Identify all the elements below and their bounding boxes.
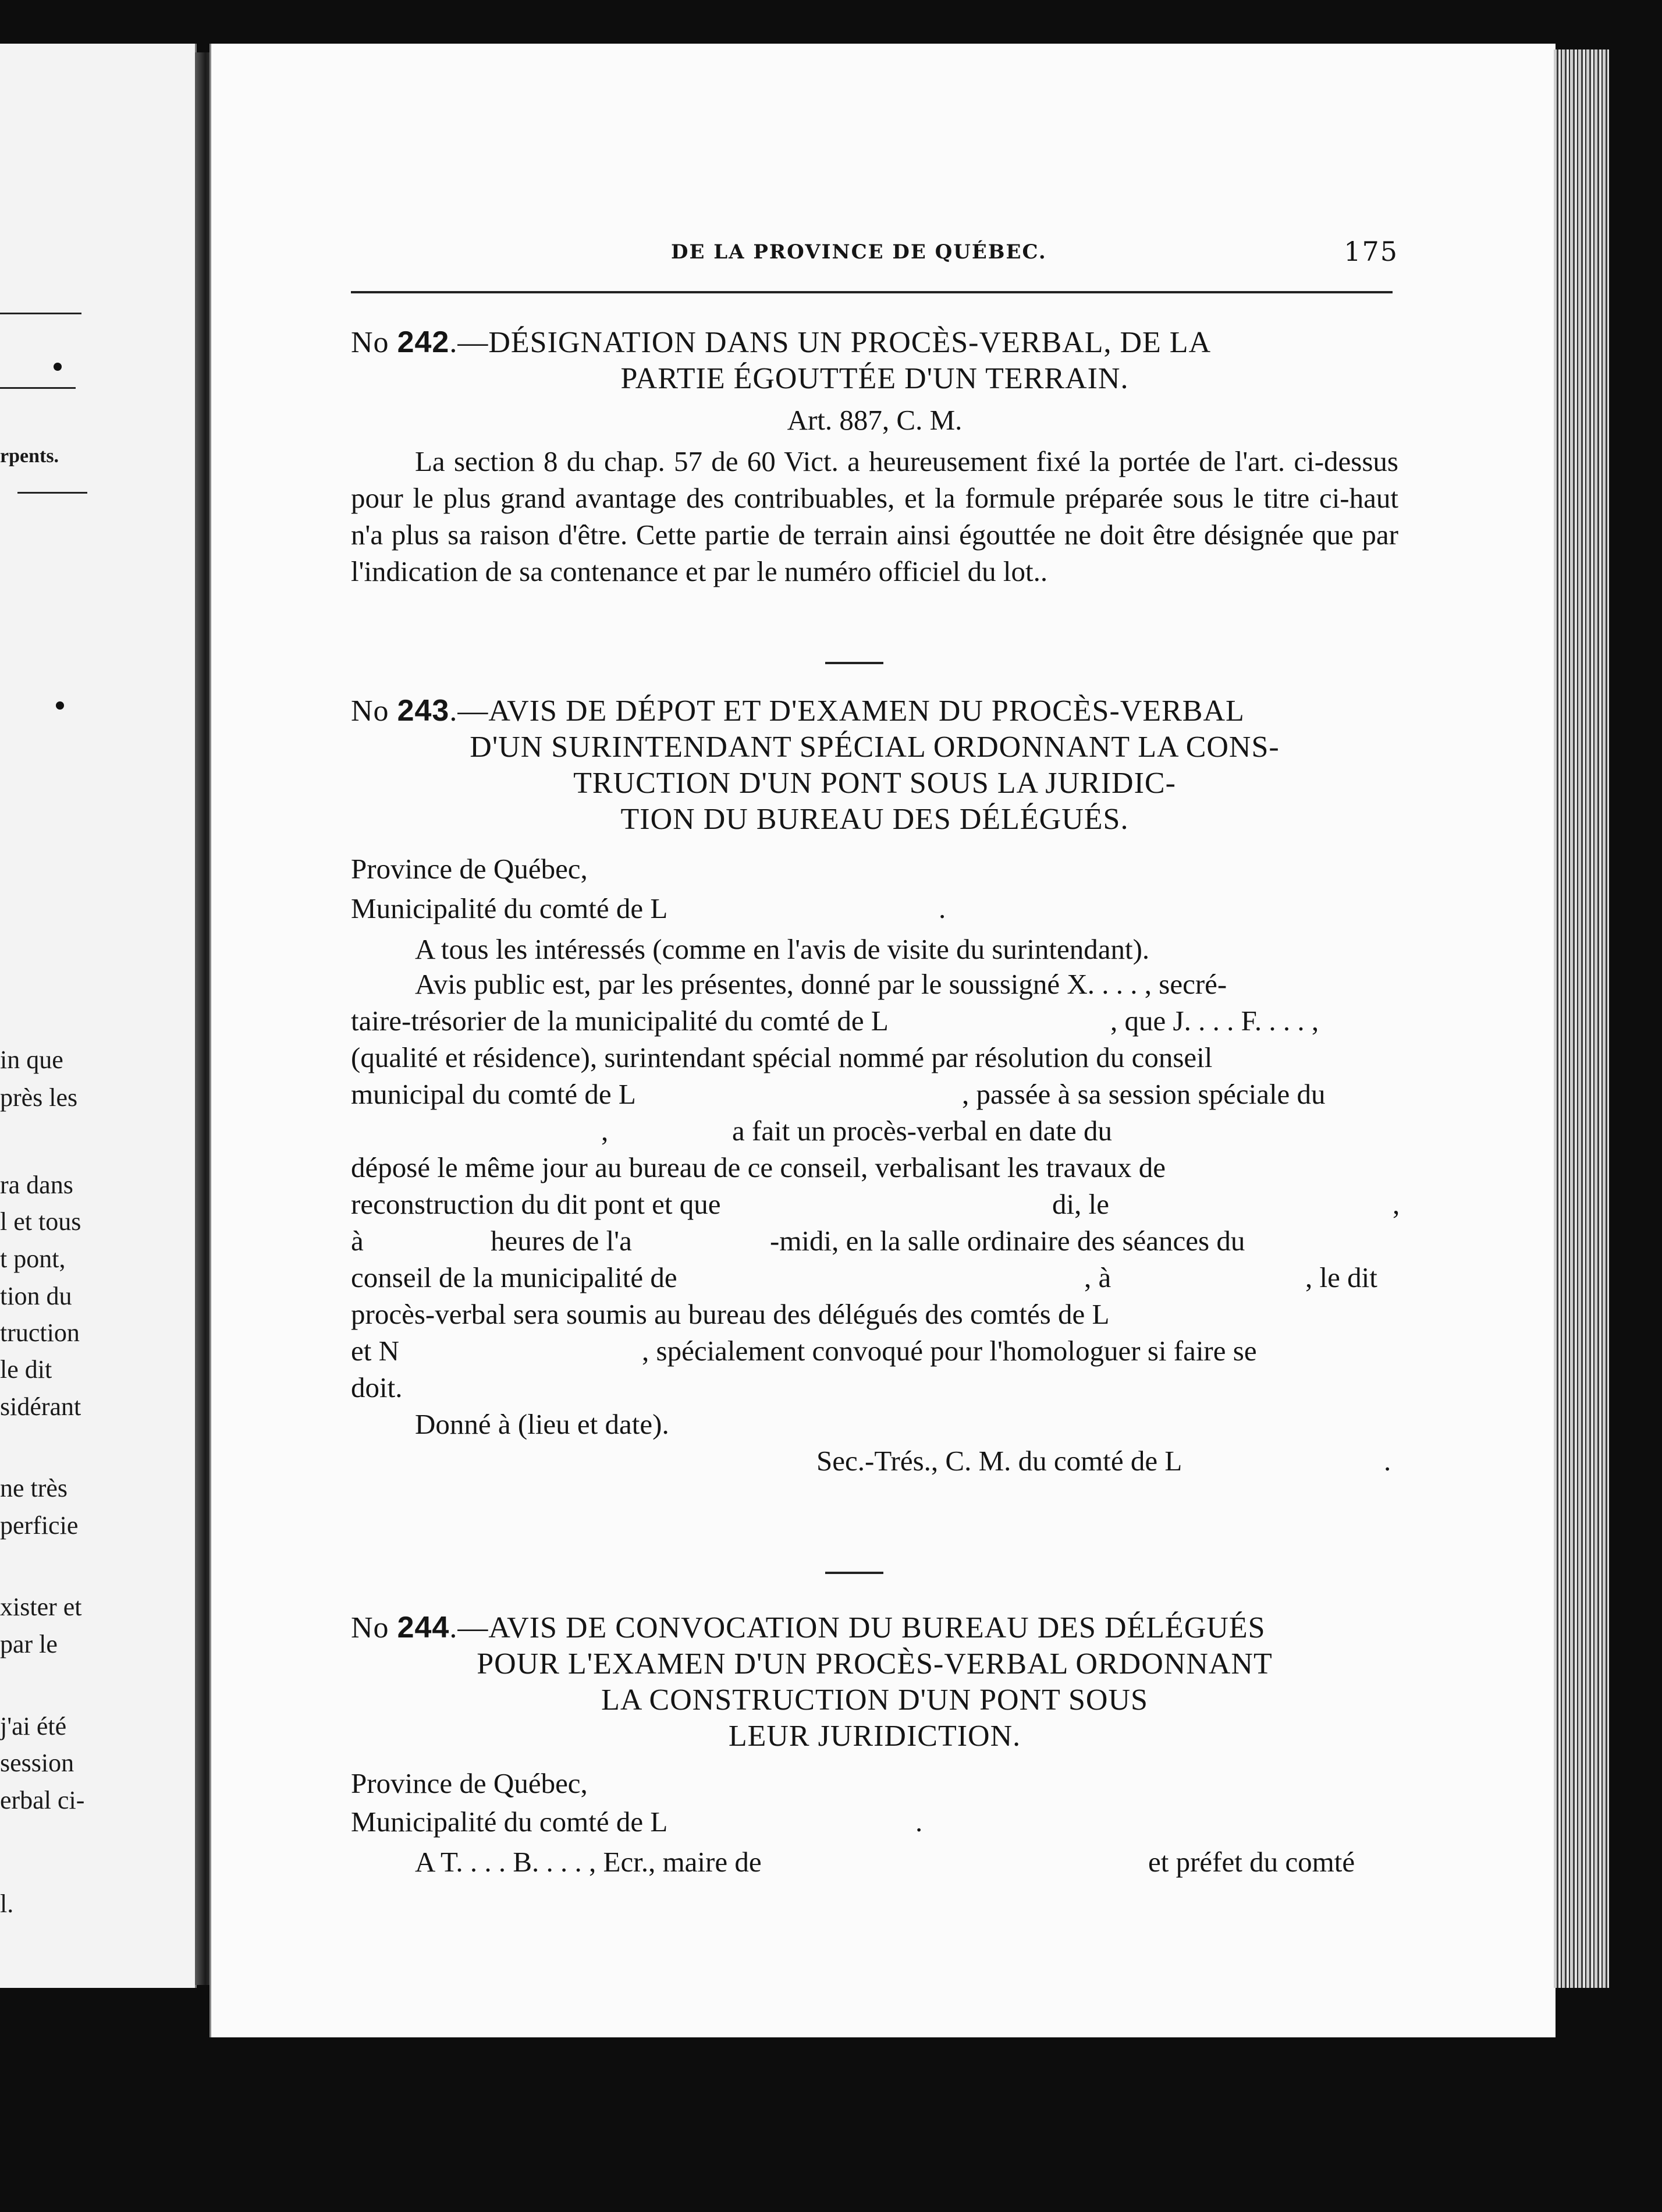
signature-text: Sec.-Trés., C. M. du comté de L <box>816 1445 1182 1477</box>
body-line <box>351 1371 1398 1408</box>
form-number-prefix: No <box>351 326 389 359</box>
body-text: a fait un procès-verbal en date du <box>732 1115 1113 1147</box>
body-text: conseil de la municipalité de <box>351 1261 677 1293</box>
body-text: municipal du comté de L <box>351 1078 636 1110</box>
province-line: Province de Québec, <box>351 853 588 885</box>
article-reference: Art. 887, C. M. <box>787 404 963 436</box>
form-242-body: La section 8 du chap. 57 de 60 Vict. a heureusement fixé la portée de l'art. ci-dessus pour le plus grand avantage des contribuables, et la formule préparée sous le titre ci-haut n'a plus sa raison d'être. Cette partie de terrain ainsi égouttée ne doit être désignée que par l'indication de sa contenance et par le numéro officiel du lot.. <box>351 445 1398 587</box>
facing-fragment: ra dans <box>0 1171 73 1199</box>
address-text: et préfet du comté <box>1148 1846 1355 1878</box>
form-244-title <box>351 1610 1398 1646</box>
signature-line <box>351 1444 1398 1481</box>
body-line <box>351 1114 1398 1151</box>
form-title-line: POUR L'EXAMEN D'UN PROCÈS-VERBAL ORDONNANT <box>477 1647 1273 1681</box>
facing-fragment: session <box>0 1749 74 1777</box>
body-text: -midi, en la salle ordinaire des séances du <box>770 1225 1245 1257</box>
form-number: 243 <box>397 694 450 728</box>
province-line: Province de Québec, <box>351 1767 588 1799</box>
body-line <box>351 1077 1398 1114</box>
facing-fragment: sidérant <box>0 1392 81 1421</box>
given-text: Donné à (lieu et date). <box>415 1408 669 1440</box>
municipality-line <box>351 1805 1398 1842</box>
section-divider <box>825 1572 883 1574</box>
facing-fragment: perficie <box>0 1511 79 1540</box>
facing-fragment: xister et <box>0 1593 82 1621</box>
given-line <box>351 1408 1398 1444</box>
facing-fragment: in que <box>0 1045 63 1074</box>
facing-dot <box>54 363 62 371</box>
body-text: Avis public est, par les présentes, donné par le soussigné X. . . . , secré- <box>415 968 1227 1000</box>
body-text: procès-verbal sera soumis au bureau des délégués des comtés de L <box>351 1298 1110 1330</box>
section-divider <box>825 662 883 664</box>
body-line <box>351 1224 1398 1261</box>
facing-fragment: l et tous <box>0 1207 81 1236</box>
facing-fragment: ne très <box>0 1474 68 1502</box>
form-title-line: D'UN SURINTENDANT SPÉCIAL ORDONNANT LA CONS- <box>470 731 1280 764</box>
body-text: doit. <box>351 1371 403 1403</box>
facing-fragment: truction <box>0 1318 80 1347</box>
body-text: , <box>1393 1188 1400 1220</box>
body-line <box>351 1004 1398 1041</box>
body-line <box>351 1334 1398 1371</box>
facing-fragment: t pont, <box>0 1245 66 1273</box>
address-line <box>351 1845 1398 1882</box>
form-title-line: .—AVIS DE DÉPOT ET D'EXAMEN DU PROCÈS-VERBAL <box>449 694 1245 728</box>
municipality-text: Municipalité du comté de L <box>351 892 668 924</box>
form-title-line: .—DÉSIGNATION DANS UN PROCÈS-VERBAL, DE LA <box>449 326 1212 359</box>
form-244 <box>351 1610 1398 1882</box>
body-text: , spécialement convoqué pour l'homologuer si faire se <box>642 1335 1257 1367</box>
header-rule <box>351 291 1393 293</box>
body-text: , que J. . . . F. . . . , <box>1110 1005 1319 1037</box>
body-line <box>351 1151 1398 1187</box>
facing-fragment: erbal ci- <box>0 1786 85 1814</box>
body-text: , à <box>1084 1261 1111 1293</box>
body-text: (qualité et résidence), surintendant spécial nommé par résolution du conseil <box>351 1041 1213 1073</box>
form-title-line: LA CONSTRUCTION D'UN PONT SOUS <box>601 1683 1148 1717</box>
facing-rule <box>0 387 76 389</box>
facing-fragment: j'ai été <box>0 1712 67 1740</box>
facing-fragment: tion du <box>0 1282 72 1310</box>
blank-end: . <box>1384 1445 1391 1477</box>
form-number-prefix: No <box>351 694 389 728</box>
form-title-line: TRUCTION D'UN PONT SOUS LA JURIDIC- <box>573 767 1176 800</box>
form-243-title <box>351 693 1398 729</box>
municipality-line <box>351 892 1398 928</box>
form-number: 244 <box>397 1611 450 1644</box>
book-page <box>209 44 1556 2037</box>
body-text: , <box>601 1115 609 1147</box>
body-text: à <box>351 1225 364 1257</box>
body-text: reconstruction du dit pont et que <box>351 1188 721 1220</box>
body-line <box>351 1261 1398 1298</box>
facing-fragment: par le <box>0 1630 58 1658</box>
address-text: A T. . . . B. . . . , Ecr., maire de <box>415 1846 762 1878</box>
running-title: DE LA PROVINCE DE QUÉBEC. <box>671 240 1047 264</box>
form-title-line: LEUR JURIDICTION. <box>728 1720 1021 1753</box>
form-number: 242 <box>397 325 450 359</box>
body-line <box>351 967 1398 1004</box>
body-text: taire-trésorier de la municipalité du comté de L <box>351 1005 889 1037</box>
form-number-prefix: No <box>351 1611 389 1644</box>
body-text: di, le <box>1052 1188 1109 1220</box>
form-242-title <box>351 324 1398 361</box>
page-number: 175 <box>1344 236 1398 267</box>
form-242 <box>351 324 1398 590</box>
body-line <box>351 1298 1398 1334</box>
body-text: déposé le même jour au bureau de ce conseil, verbalisant les travaux de <box>351 1151 1166 1183</box>
municipality-text: Municipalité du comté de L <box>351 1806 668 1838</box>
form-title-line: TION DU BUREAU DES DÉLÉGUÉS. <box>620 803 1129 836</box>
facing-page-fragment <box>0 44 197 1988</box>
form-243 <box>351 693 1398 1481</box>
facing-fragment: rpents. <box>0 445 59 467</box>
addressee-line: A tous les intéressés (comme en l'avis de visite du surintendant). <box>415 933 1150 965</box>
facing-fragment: l. <box>0 1890 14 1918</box>
facing-fragment: près les <box>0 1083 78 1112</box>
form-title-line: PARTIE ÉGOUTTÉE D'UN TERRAIN. <box>620 362 1129 395</box>
body-line <box>351 1187 1398 1224</box>
facing-dot <box>56 701 64 710</box>
blank-end: . <box>939 892 946 924</box>
body-text: et N <box>351 1335 399 1367</box>
facing-rule <box>0 313 81 314</box>
body-text: , passée à sa session spéciale du <box>962 1078 1326 1110</box>
body-text: heures de l'a <box>491 1225 632 1257</box>
facing-rule <box>17 492 87 494</box>
page-edge-stack <box>1554 49 1609 1988</box>
facing-fragment: le dit <box>0 1355 52 1384</box>
blank-end: . <box>915 1806 923 1838</box>
body-text: , le dit <box>1305 1261 1377 1293</box>
body-line <box>351 1041 1398 1077</box>
form-title-line: .—AVIS DE CONVOCATION DU BUREAU DES DÉLÉGUÉS <box>449 1611 1266 1644</box>
